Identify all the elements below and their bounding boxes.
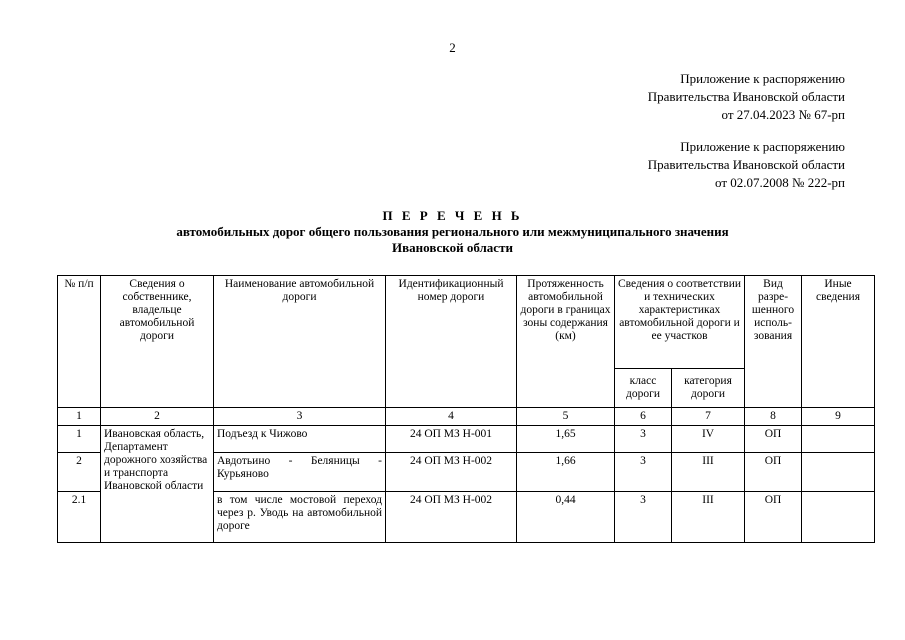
owner-text: Ивановская область, Департамент дорожного хозяйства и транспорта Ивановской области [104, 428, 208, 492]
road-use: ОП [745, 491, 802, 542]
road-id: 24 ОП МЗ Н-002 [386, 452, 517, 491]
road-length: 1,65 [517, 426, 615, 453]
header-name: Наименование автомобильной дороги [214, 276, 386, 408]
appendix-new-line1: Приложение к распоряжению [680, 71, 845, 86]
owner-cell [101, 426, 214, 543]
roads-table [57, 275, 875, 543]
col-number: 2 [101, 408, 214, 426]
road-use: ОП [745, 426, 802, 453]
road-name: в том числе мостовой переход через р. Уводь на автомобильной дороге [214, 491, 386, 542]
table-row [58, 426, 875, 453]
header-other: Иные сведения [802, 276, 875, 408]
road-other [802, 426, 875, 453]
road-use: ОП [745, 452, 802, 491]
header-category: категория дороги [672, 369, 745, 408]
road-length: 0,44 [517, 491, 615, 542]
row-num: 1 [58, 426, 101, 453]
header-row [58, 276, 875, 369]
appendix-old-line2: Правительства Ивановской области [647, 157, 845, 172]
document-title [0, 208, 905, 256]
col-number: 5 [517, 408, 615, 426]
road-class: 3 [615, 426, 672, 453]
col-number: 1 [58, 408, 101, 426]
appendix-new-line2: Правительства Ивановской области [647, 89, 845, 104]
header-owner: Сведения о собственнике, владельце автомобильной дороги [101, 276, 214, 408]
road-length: 1,66 [517, 452, 615, 491]
col-number: 9 [802, 408, 875, 426]
title-heading: П Е Р Е Ч Е Н Ь [382, 208, 523, 223]
appendix-new-line3: от 27.04.2023 № 67-рп [721, 107, 845, 122]
header-use-type: Вид разре-шенного исполь-зования [745, 276, 802, 408]
appendix-old-line1: Приложение к распоряжению [680, 139, 845, 154]
appendix-reference-new [648, 70, 845, 124]
title-line2: автомобильных дорог общего пользования регионального или межмуниципального значения [176, 224, 729, 239]
road-id: 24 ОП МЗ Н-002 [386, 491, 517, 542]
road-other [802, 452, 875, 491]
road-category: IV [672, 426, 745, 453]
col-number: 4 [386, 408, 517, 426]
road-other [802, 491, 875, 542]
page-number: 2 [449, 40, 456, 55]
road-category: III [672, 491, 745, 542]
row-num: 2.1 [58, 491, 101, 542]
header-num: № п/п [58, 276, 101, 408]
road-class: 3 [615, 491, 672, 542]
col-number: 8 [745, 408, 802, 426]
col-number: 6 [615, 408, 672, 426]
row-num: 2 [58, 452, 101, 491]
header-id: Идентификационный номер дороги [386, 276, 517, 408]
appendix-reference-old [648, 138, 845, 192]
road-class: 3 [615, 452, 672, 491]
road-name: Авдотьино - Беляницы - Курьяново [214, 452, 386, 491]
title-line3: Ивановской области [392, 240, 513, 255]
header-class: класс дороги [615, 369, 672, 408]
col-number: 3 [214, 408, 386, 426]
appendix-old-line3: от 02.07.2008 № 222-рп [715, 175, 845, 190]
header-compliance: Сведения о соответствии и технических характеристиках автомобильной дороги и ее участков [615, 276, 745, 369]
road-id: 24 ОП МЗ Н-001 [386, 426, 517, 453]
road-category: III [672, 452, 745, 491]
road-name: Подъезд к Чижово [214, 426, 386, 453]
col-number: 7 [672, 408, 745, 426]
column-number-row [58, 408, 875, 426]
header-length: Протяженность автомобильной дороги в границах зоны содержания (км) [517, 276, 615, 408]
